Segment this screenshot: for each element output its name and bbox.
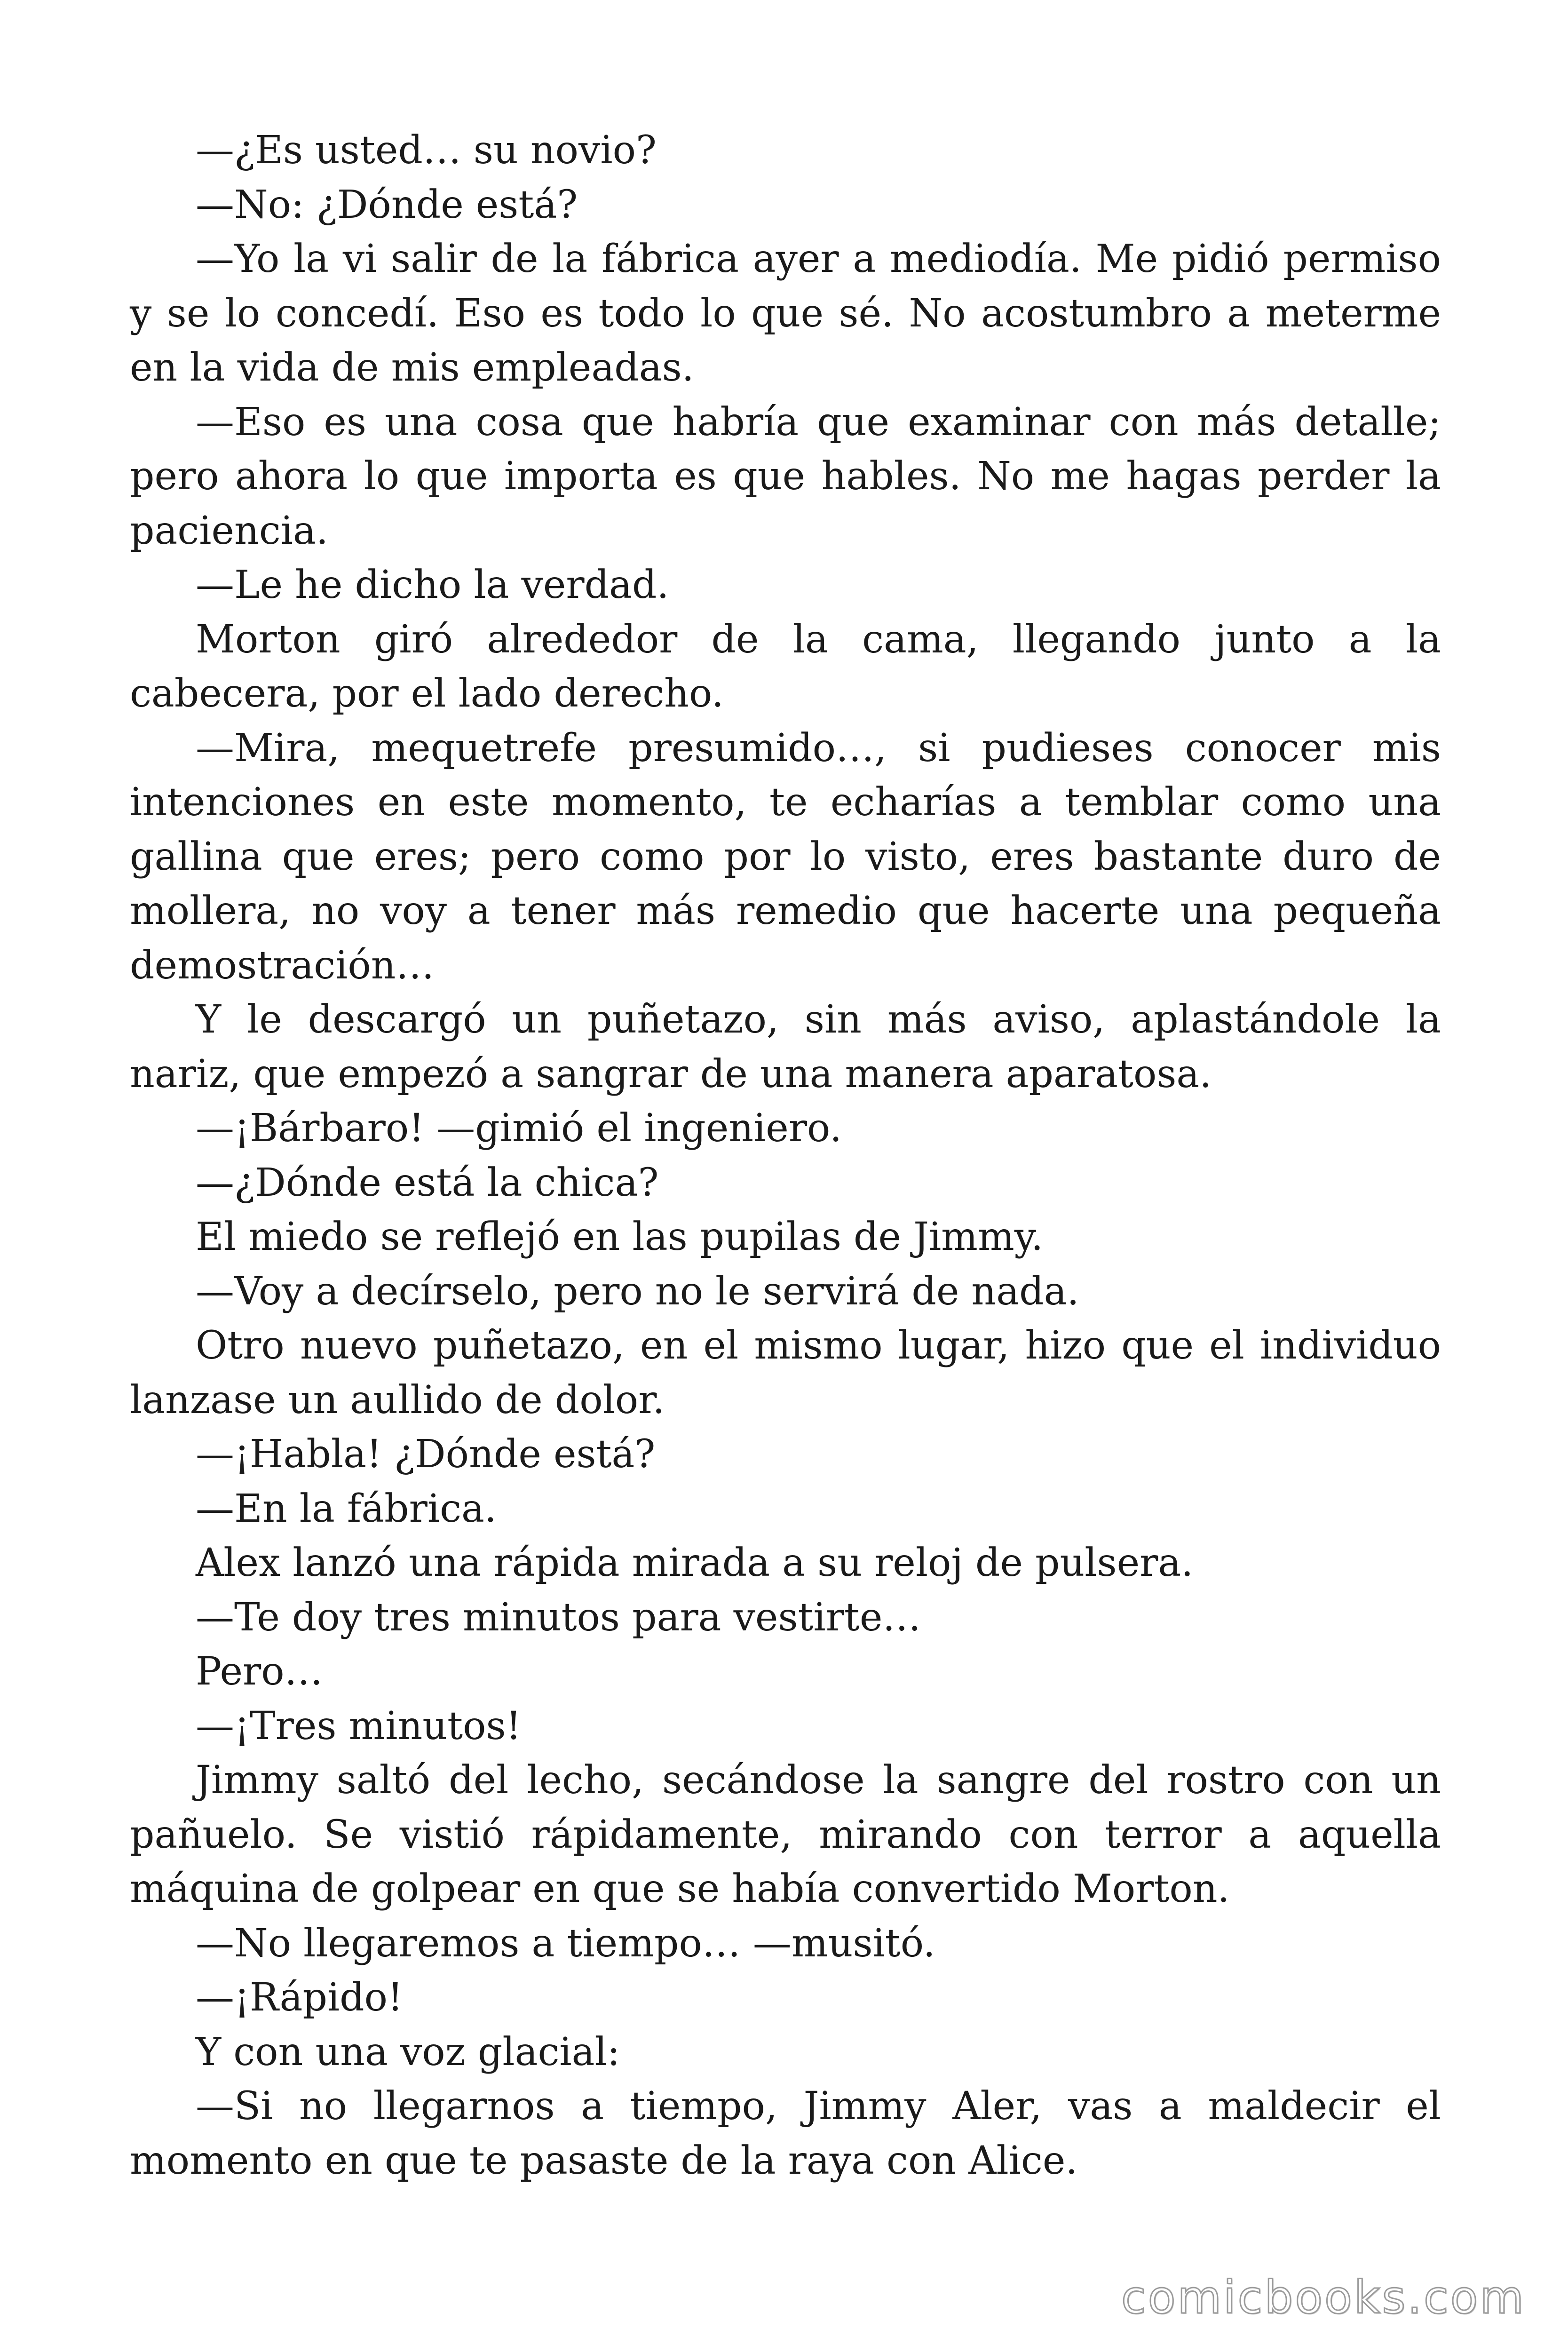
paragraph: Alex lanzó una rápida mirada a su reloj de pulsera. bbox=[196, 1541, 1194, 1585]
paragraph: —¡Bárbaro! —gimió el ingeniero. bbox=[196, 1106, 842, 1151]
site-watermark: comicbooks.com bbox=[1121, 2271, 1526, 2324]
paragraph: —Le he dicho la verdad. bbox=[196, 563, 669, 607]
paragraph: —Te doy tres minutos para vestirte… bbox=[196, 1595, 921, 1640]
paragraph: Otro nuevo puñetazo, en el mismo lugar, hizo que el individuo lanzase un aullido de dolor. bbox=[130, 1323, 1441, 1422]
paragraph: —¿Dónde está la chica? bbox=[196, 1160, 659, 1205]
paragraph: —No: ¿Dónde está? bbox=[196, 182, 578, 227]
paragraph: —Voy a decírselo, pero no le servirá de nada. bbox=[196, 1269, 1079, 1314]
paragraph: Y con una voz glacial: bbox=[196, 2029, 620, 2074]
paragraph: Pero… bbox=[196, 1649, 323, 1694]
paragraph: —En la fábrica. bbox=[196, 1486, 497, 1531]
paragraph: Y le descargó un puñetazo, sin más aviso, aplastándole la nariz, que empezó a sangrar de una manera aparatosa. bbox=[130, 997, 1441, 1097]
paragraph: —¡Habla! ¿Dónde está? bbox=[196, 1432, 656, 1477]
paragraph: —¡Rápido! bbox=[196, 1975, 403, 2020]
paragraph: —Eso es una cosa que habría que examinar con más detalle; pero ahora lo que importa es que hables. No me hagas perder la paciencia. bbox=[130, 399, 1441, 553]
paragraph: El miedo se reflejó en las pupilas de Jimmy. bbox=[196, 1215, 1044, 1259]
paragraph: —¿Es usted… su novio? bbox=[196, 128, 657, 173]
body-text bbox=[130, 123, 1441, 2188]
paragraph: —¡Tres minutos! bbox=[196, 1703, 522, 1748]
paragraph: —Mira, mequetrefe presumido…, si pudieses conocer mis intenciones en este momento, te echarías a temblar como una gallina que eres; pero como por lo visto, eres bastante duro de mollera, no voy a tener más remedio que hacerte una pequeña demostración… bbox=[130, 725, 1441, 988]
paragraph: Morton giró alrededor de la cama, llegando junto a la cabecera, por el lado derecho. bbox=[130, 617, 1441, 716]
paragraph: —No llegaremos a tiempo… —musitó. bbox=[196, 1921, 935, 1966]
paragraph: —Si no llegarnos a tiempo, Jimmy Aler, vas a maldecir el momento en que te pasaste de la raya con Alice. bbox=[130, 2084, 1441, 2183]
paragraph: —Yo la vi salir de la fábrica ayer a mediodía. Me pidió permiso y se lo concedí. Eso es todo lo que sé. No acostumbro a meterme en la vida de mis empleadas. bbox=[130, 237, 1441, 390]
paragraph: Jimmy saltó del lecho, secándose la sangre del rostro con un pañuelo. Se vistió rápidamente, mirando con terror a aquella máquina de golpear en que se había convertido Morton. bbox=[130, 1758, 1441, 1911]
